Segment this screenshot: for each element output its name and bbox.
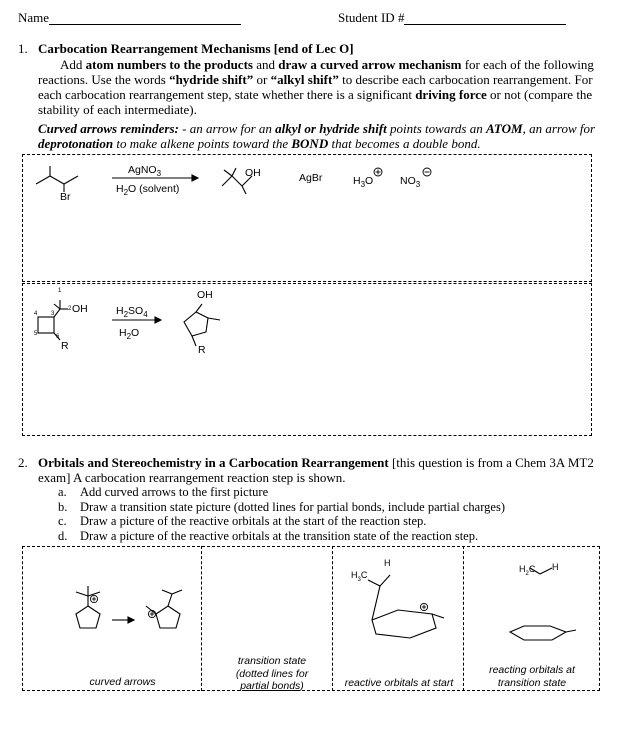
r2-num-4: 4 xyxy=(34,311,38,317)
panel-label-curved-arrows: curved arrows xyxy=(89,676,156,688)
q2-number: 2. xyxy=(18,455,28,470)
q1-reminders: Curved arrows reminders: - an arrow for an alkyl or hydride shift points towards an ATOM, an arrow for deprotonation to make alkene points toward the BOND that becomes a double bond. xyxy=(38,121,596,151)
q2-ts-orbitals xyxy=(510,568,576,640)
r2-product-oh: OH xyxy=(197,289,213,301)
q2-item-d: d. Draw a picture of the reactive orbitals at the transition state of the reaction step. xyxy=(58,528,479,543)
panel-label-transition-state: transition state (dotted lines for partial bonds) xyxy=(235,655,309,692)
r2-product-r: R xyxy=(198,344,206,356)
r1-byproduct-h3o: $H_3O$ xyxy=(353,175,374,190)
q2-item-c: c. Draw a picture of the reactive orbitals at the start of the reaction step. xyxy=(58,514,427,528)
q2-ts-h2c: $H_2C$ xyxy=(519,564,536,577)
r2-reagent-top: $H_2SO_4$ xyxy=(116,305,148,320)
panel-label-ts-orbitals: reacting orbitals at transition state xyxy=(489,664,575,689)
q1-instructions: Add atom numbers to the products and draw a curved arrow mechanism for each of the following reactions. Use the words “hydride shift” or “alkyl shift” to describe each carbocation rearrangement. For each carbocation rearrangement step, state whether there is a significant driving force or not (compare the stability of each intermediate). xyxy=(38,57,594,117)
r1-byproduct-agbr: AgBr xyxy=(299,172,323,184)
q2-cation-sm xyxy=(76,586,100,628)
r2-num-3: 3 xyxy=(51,311,55,317)
r1-br-label: Br xyxy=(60,191,71,203)
q2-start-orbitals xyxy=(368,575,444,638)
r1-byproduct-no3: $NO_3$ xyxy=(400,175,421,190)
q2-ts-h: H xyxy=(552,562,559,572)
q1-number: 1. xyxy=(18,41,28,56)
r2-num-6: 6 xyxy=(56,334,60,340)
student-id-label: Student ID # xyxy=(338,10,405,25)
r1-reagent-bottom: $H_2O$ (solvent) xyxy=(116,183,180,198)
r2-sm-oh: OH xyxy=(72,303,88,315)
r2-reagent-bottom: $H_2O$ xyxy=(119,327,140,342)
q2-cation-sm-charge xyxy=(90,595,97,602)
r2-num-1: 1 xyxy=(58,288,62,294)
q2-step-arrow xyxy=(112,617,134,623)
q2-start-charge xyxy=(420,603,427,610)
r1-product-oh: OH xyxy=(245,167,261,179)
q2-start-h3c: $H_3C$ xyxy=(351,570,368,583)
q2-item-a: a. Add curved arrows to the first picture xyxy=(58,485,269,499)
r1-reagent-top: AgNO$_3$ xyxy=(128,164,162,179)
q2-intro: Orbitals and Stereochemistry in a Carbocation Rearrangement [this question is from a Chem 3A MT2 exam] A carbocation rearrangement reaction step is shown. xyxy=(38,455,594,485)
r2-num-2: 2 xyxy=(68,306,72,312)
q1-title: Carbocation Rearrangement Mechanisms [end of Lec O] xyxy=(38,41,354,56)
name-label: Name xyxy=(18,10,50,25)
q2-start-h: H xyxy=(384,558,391,568)
q2-cation-product xyxy=(146,590,182,628)
r2-sm-r: R xyxy=(61,340,69,352)
r2-num-5: 5 xyxy=(34,331,38,337)
panel-label-start: reactive orbitals at start xyxy=(344,677,454,689)
q2-item-b: b. Draw a transition state picture (dotted lines for partial bonds, include partial charges) xyxy=(58,499,505,514)
